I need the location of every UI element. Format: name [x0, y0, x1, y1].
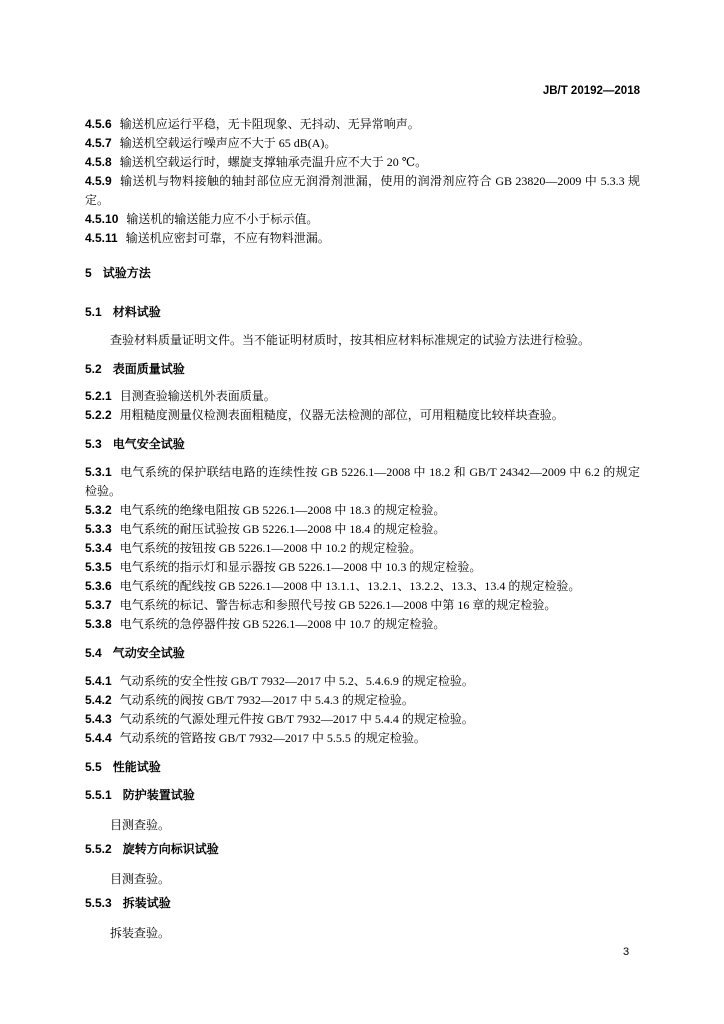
section-heading-5-5-3 [85, 894, 640, 913]
clause-5-3-6 [85, 577, 640, 596]
clause-5-3-8 [85, 615, 640, 634]
clause-text: 目测查验输送机外表面质量。 [119, 389, 276, 403]
clause-text: 输送机空载运行噪声应不大于 65 dB(A)。 [119, 136, 337, 150]
section-title: 电气安全试验 [112, 437, 185, 451]
clause-5-3-7 [85, 596, 640, 615]
section-number: 5.1 [85, 305, 102, 319]
clause-5-4-3 [85, 710, 640, 729]
clause-5-4-4 [85, 729, 640, 748]
clause-5-3-1 [85, 463, 640, 501]
standard-code: JB/T 20192—2018 [542, 85, 640, 97]
clause-number: 5.4.4 [85, 731, 112, 745]
section-title: 性能试验 [112, 760, 161, 774]
clause-number: 5.3.2 [85, 503, 112, 517]
clause-text: 输送机与物料接触的轴封部位应无润滑剂泄漏，使用的润滑剂应符合 GB 23820—2009 中 5.3.3 规定。 [85, 174, 640, 207]
clause-number: 5.3.4 [85, 541, 112, 555]
section-heading-5-4 [85, 644, 640, 663]
clause-number: 5.3.5 [85, 560, 112, 574]
section-heading-5-3 [85, 435, 640, 454]
clause-5-4-1 [85, 672, 640, 691]
clause-number: 4.5.9 [85, 174, 112, 188]
section-heading-5-2 [85, 360, 640, 379]
clause-5-3-5 [85, 558, 640, 577]
page-number: 3 [623, 946, 630, 958]
clause-4-5-9 [85, 172, 640, 210]
section-title: 防护装置试验 [122, 788, 195, 802]
section-heading-5-5 [85, 758, 640, 777]
clause-4-5-8 [85, 153, 640, 172]
clause-number: 5.4.2 [85, 693, 112, 707]
section-number: 5.5.2 [85, 842, 112, 856]
section-body-5-5-2: 目测查验。 [110, 872, 171, 886]
clauses-5-2 [85, 387, 640, 425]
clause-number: 5.2.2 [85, 408, 112, 422]
section-number: 5.5.1 [85, 788, 112, 802]
clause-text: 气动系统的管路按 GB/T 7932—2017 中 5.5.5 的规定检验。 [119, 731, 426, 745]
clause-text: 气动系统的阀按 GB/T 7932—2017 中 5.4.3 的规定检验。 [119, 693, 414, 707]
section-title: 拆装试验 [122, 896, 171, 910]
clause-text: 气动系统的气源处理元件按 GB/T 7932—2017 中 5.4.4 的规定检验。 [119, 712, 474, 726]
clause-text: 气动系统的安全性按 GB/T 7932—2017 中 5.2、5.4.6.9 的规定检验。 [119, 674, 474, 688]
clause-text: 电气系统的绝缘电阻按 GB 5226.1—2008 中 18.3 的规定检验。 [119, 503, 446, 517]
section-title: 试验方法 [102, 266, 151, 280]
section-body-5-1: 查验材料质量证明文件。当不能证明材质时，按其相应材料标准规定的试验方法进行检验。 [110, 333, 591, 347]
clause-5-3-3 [85, 520, 640, 539]
clause-5-4-2 [85, 691, 640, 710]
section-heading-5 [85, 264, 640, 283]
clause-text: 电气系统的配线按 GB 5226.1—2008 中 13.1.1、13.2.1、13.2.2、13.3、13.4 的规定检验。 [119, 579, 581, 593]
clause-text: 电气系统的保护联结电路的连续性按 GB 5226.1—2008 中 18.2 和 GB/T 24342—2009 中 6.2 的规定检验。 [85, 465, 640, 498]
section-heading-5-1 [85, 303, 640, 322]
section-number: 5.4 [85, 646, 102, 660]
clauses-5-3 [85, 463, 640, 634]
clause-number: 5.3.6 [85, 579, 112, 593]
clause-number: 4.5.6 [85, 117, 112, 131]
clause-4-5-11 [85, 229, 640, 248]
clause-text: 电气系统的指示灯和显示器按 GB 5226.1—2008 中 10.3 的规定检验。 [119, 560, 482, 574]
section-title: 材料试验 [112, 305, 161, 319]
clause-number: 4.5.8 [85, 155, 112, 169]
clause-text: 电气系统的急停器件按 GB 5226.1—2008 中 10.7 的规定检验。 [119, 617, 446, 631]
clause-number: 5.3.8 [85, 617, 112, 631]
clause-4-5-6 [85, 115, 640, 134]
clause-text: 输送机应密封可靠，不应有物料泄漏。 [125, 231, 330, 245]
section-title: 气动安全试验 [112, 646, 185, 660]
clause-text: 电气系统的耐压试验按 GB 5226.1—2008 中 18.4 的规定检验。 [119, 522, 446, 536]
clause-text: 电气系统的标记、警告标志和参照代号按 GB 5226.1—2008 中第 16 章的规定检验。 [119, 598, 557, 612]
clause-number: 4.5.11 [85, 231, 118, 245]
clause-5-2-1 [85, 387, 640, 406]
clause-number: 5.3.3 [85, 522, 112, 536]
clause-text: 电气系统的按钮按 GB 5226.1—2008 中 10.2 的规定检验。 [119, 541, 422, 555]
clause-number: 5.4.1 [85, 674, 112, 688]
section-body-5-5-3: 拆装查验。 [110, 926, 171, 940]
clauses-4-5 [85, 115, 640, 248]
section-title: 旋转方向标识试验 [122, 842, 219, 856]
clause-number: 4.5.7 [85, 136, 112, 150]
section-title: 表面质量试验 [112, 362, 185, 376]
clause-5-3-4 [85, 539, 640, 558]
section-number: 5 [85, 266, 92, 280]
clause-number: 5.4.3 [85, 712, 112, 726]
clause-text: 用粗糙度测量仪检测表面粗糙度，仪器无法检测的部位，可用粗糙度比较样块查验。 [119, 408, 564, 422]
clause-number: 4.5.10 [85, 212, 119, 226]
section-body-5-5-1: 目测查验。 [110, 818, 171, 832]
clause-number: 5.3.1 [85, 465, 112, 479]
section-number: 5.2 [85, 362, 102, 376]
clause-5-3-2 [85, 501, 640, 520]
page-content [85, 82, 640, 943]
clause-text: 输送机空载运行时，螺旋支撑轴承壳温升应不大于 20 ℃。 [119, 155, 428, 169]
section-heading-5-5-2 [85, 840, 640, 859]
section-number: 5.5 [85, 760, 102, 774]
clause-text: 输送机应运行平稳，无卡阻现象、无抖动、无异常响声。 [119, 117, 420, 131]
section-heading-5-5-1 [85, 786, 640, 805]
clause-number: 5.2.1 [85, 389, 112, 403]
clause-4-5-10 [85, 210, 640, 229]
clause-5-2-2 [85, 406, 640, 425]
clause-4-5-7 [85, 134, 640, 153]
clauses-5-4 [85, 672, 640, 748]
clause-text: 输送机的输送能力应不小于标示值。 [126, 212, 319, 226]
clause-number: 5.3.7 [85, 598, 112, 612]
section-number: 5.3 [85, 437, 102, 451]
section-number: 5.5.3 [85, 896, 112, 910]
